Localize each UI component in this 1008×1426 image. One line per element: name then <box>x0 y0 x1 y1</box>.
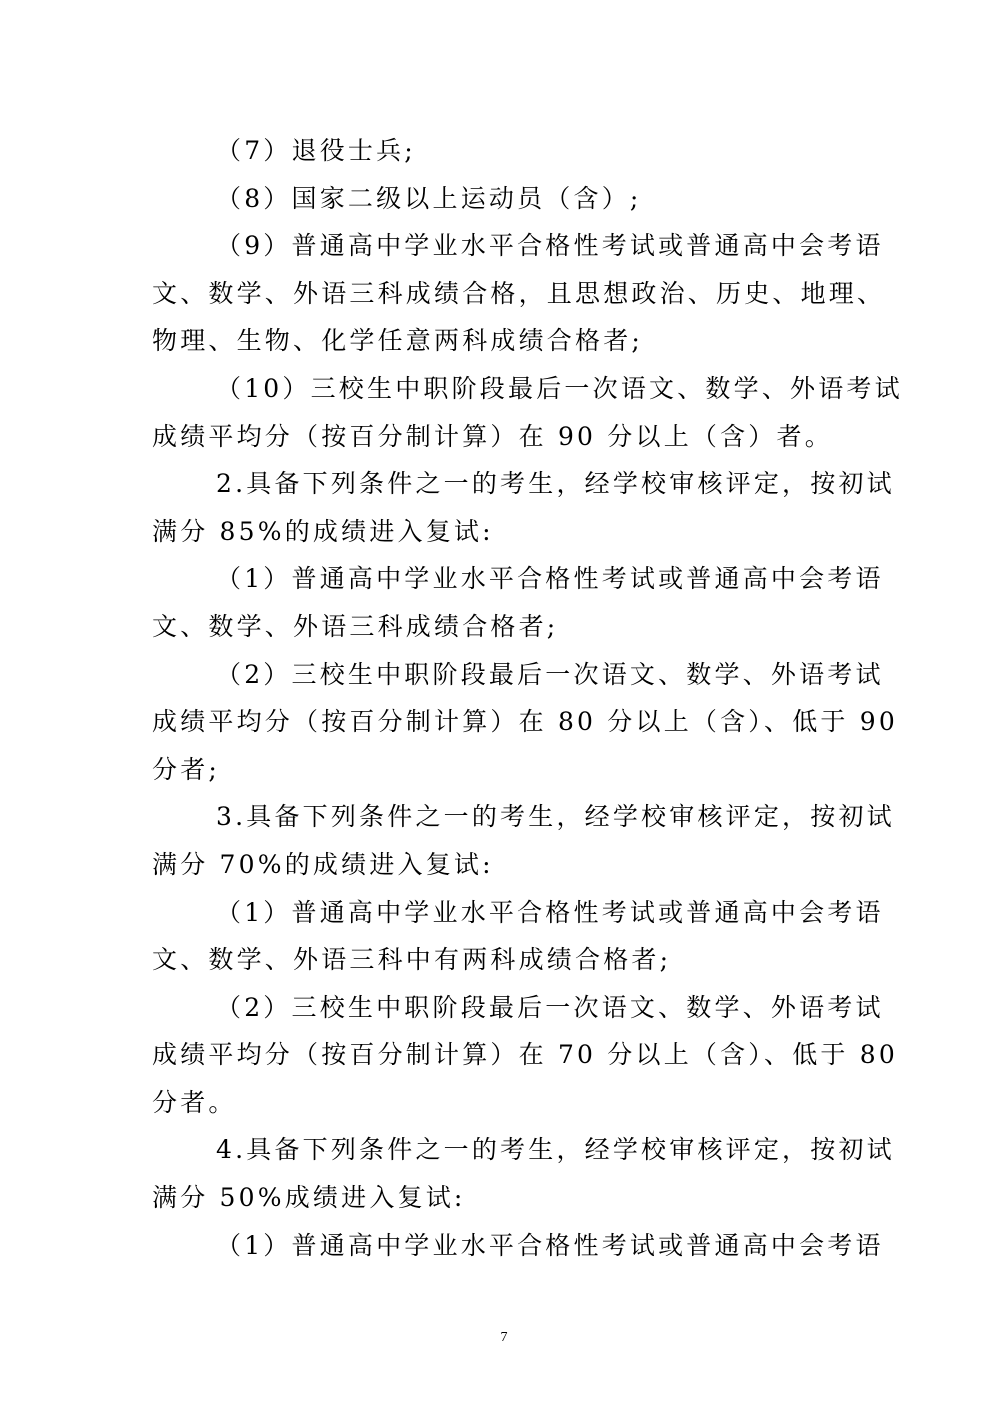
section-3-item-1-line-1: （1）普通高中学业水平合格性考试或普通高中会考语 <box>216 897 884 927</box>
section-3-item-2-line-1: （2）三校生中职阶段最后一次语文、数学、外语考试 <box>216 992 884 1022</box>
list-item-10-line-1: （10）三校生中职阶段最后一次语文、数学、外语考试 <box>216 373 903 403</box>
list-item-9-line-1: （9）普通高中学业水平合格性考试或普通高中会考语 <box>216 231 884 261</box>
list-item-9-line-3: 物理、生物、化学任意两科成绩合格者; <box>152 326 644 356</box>
section-2-item-1-line-1: （1）普通高中学业水平合格性考试或普通高中会考语 <box>216 564 884 594</box>
section-4-item-1-line-1: （1）普通高中学业水平合格性考试或普通高中会考语 <box>216 1230 884 1260</box>
page-number: 7 <box>500 1330 508 1345</box>
section-2-heading-line-1: 2.具备下列条件之一的考生，经学校审核评定，按初试 <box>216 469 895 499</box>
section-2-heading-line-2: 满分 85%的成绩进入复试: <box>152 516 494 546</box>
section-2-item-2-line-3: 分者; <box>152 754 221 784</box>
list-item-9-line-2: 文、数学、外语三科成绩合格，且思想政治、历史、地理、 <box>152 278 886 308</box>
section-2-item-2-line-2: 成绩平均分（按百分制计算）在 80 分以上（含）、低于 90 <box>152 707 898 737</box>
list-item-8-athletes: （8）国家二级以上运动员（含）; <box>216 183 642 213</box>
section-3-item-1-line-2: 文、数学、外语三科中有两科成绩合格者; <box>152 945 672 975</box>
section-4-heading-line-2: 满分 50%成绩进入复试: <box>152 1183 466 1213</box>
list-item-7-veterans: （7）退役士兵; <box>216 136 416 165</box>
section-3-heading-line-1: 3.具备下列条件之一的考生，经学校审核评定，按初试 <box>216 802 895 832</box>
section-2-item-1-line-2: 文、数学、外语三科成绩合格者; <box>152 611 559 641</box>
section-3-item-2-line-2: 成绩平均分（按百分制计算）在 70 分以上（含）、低于 80 <box>152 1040 898 1070</box>
section-4-heading-line-1: 4.具备下列条件之一的考生，经学校审核评定，按初试 <box>216 1135 895 1165</box>
section-3-heading-line-2: 满分 70%的成绩进入复试: <box>152 849 494 879</box>
section-2-item-2-line-1: （2）三校生中职阶段最后一次语文、数学、外语考试 <box>216 659 884 689</box>
section-3-item-2-line-3: 分者。 <box>152 1087 237 1117</box>
list-item-10-line-2: 成绩平均分（按百分制计算）在 90 分以上（含）者。 <box>152 421 833 451</box>
document-body <box>152 127 903 1269</box>
